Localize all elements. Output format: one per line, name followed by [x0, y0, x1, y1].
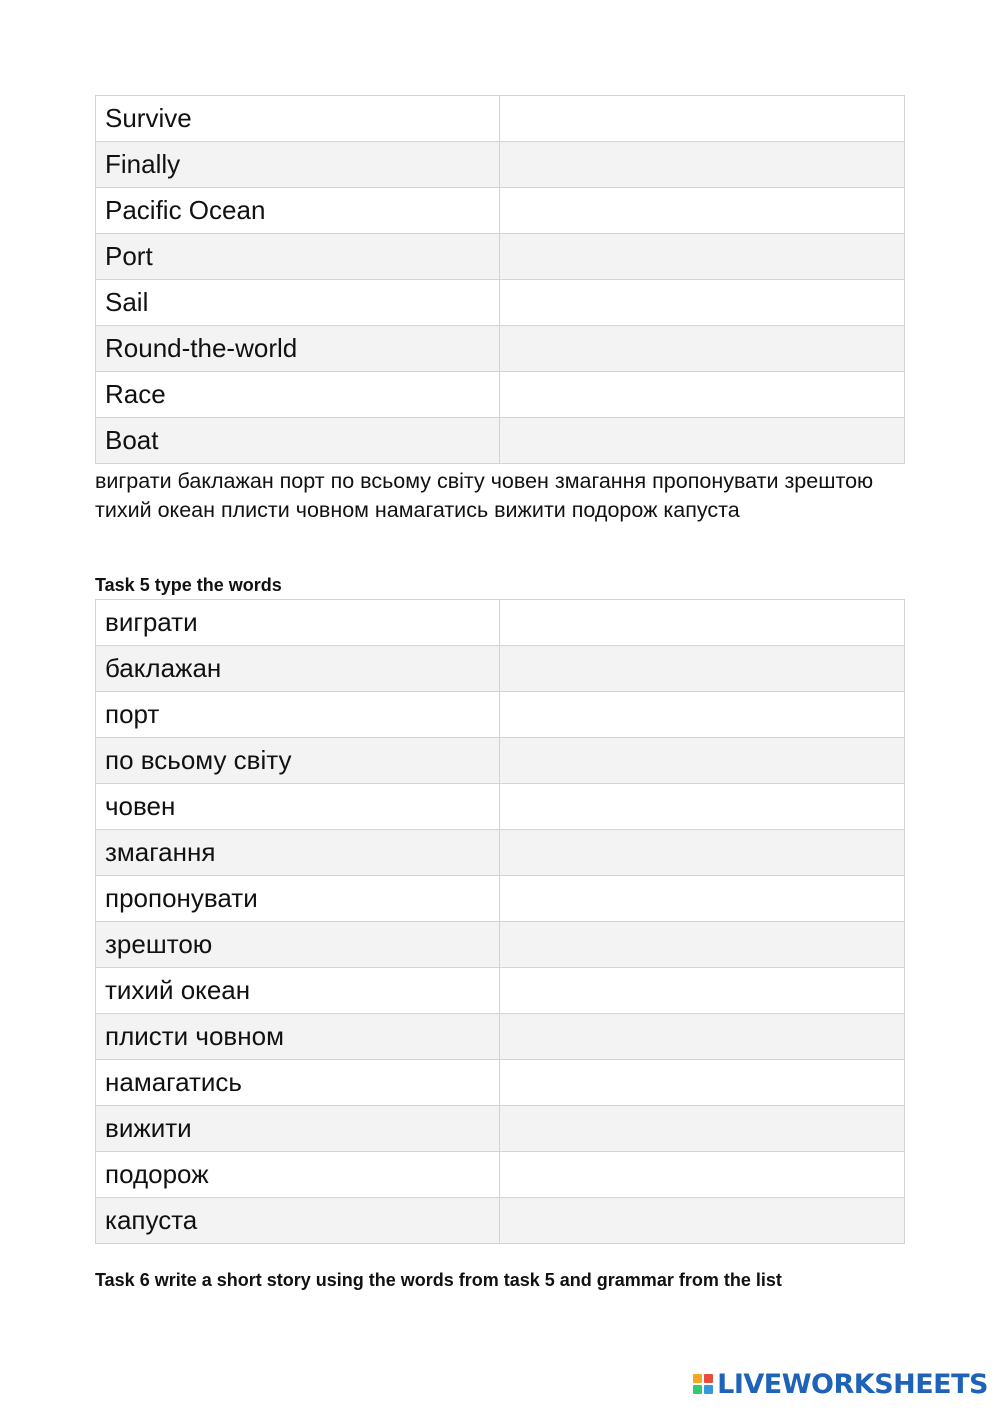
table-row — [96, 372, 905, 418]
answer-cell[interactable] — [500, 96, 905, 142]
word-cell: Survive — [96, 96, 500, 142]
answer-input[interactable] — [500, 188, 904, 233]
answer-cell[interactable] — [500, 692, 905, 738]
word-bank: виграти баклажан порт по всьому світу човен змагання пропонувати зрештою тихий океан плисти човном намагатись вижити подорож капуста — [95, 469, 874, 522]
word-cell: порт — [96, 692, 500, 738]
word-cell: капуста — [96, 1198, 500, 1244]
word-cell: Pacific Ocean — [96, 188, 500, 234]
word-cell: виграти — [96, 600, 500, 646]
answer-input[interactable] — [500, 1060, 904, 1105]
answer-cell[interactable] — [500, 646, 905, 692]
answer-cell[interactable] — [500, 968, 905, 1014]
answer-cell[interactable] — [500, 234, 905, 280]
answer-input[interactable] — [500, 142, 904, 187]
answer-input[interactable] — [500, 326, 904, 371]
word-cell: Finally — [96, 142, 500, 188]
table-row — [96, 280, 905, 326]
word-cell: по всьому світу — [96, 738, 500, 784]
word-cell: човен — [96, 784, 500, 830]
answer-input[interactable] — [500, 96, 904, 141]
answer-input[interactable] — [500, 922, 904, 967]
answer-input[interactable] — [500, 784, 904, 829]
word-cell: Sail — [96, 280, 500, 326]
table-row — [96, 326, 905, 372]
table-row — [96, 234, 905, 280]
answer-cell[interactable] — [500, 784, 905, 830]
table-row — [96, 142, 905, 188]
word-cell: тихий океан — [96, 968, 500, 1014]
answer-cell[interactable] — [500, 922, 905, 968]
table-row — [96, 1198, 905, 1244]
answer-cell[interactable] — [500, 1152, 905, 1198]
answer-input[interactable] — [500, 1014, 904, 1059]
table-row — [96, 1014, 905, 1060]
answer-cell[interactable] — [500, 1198, 905, 1244]
word-cell: Race — [96, 372, 500, 418]
answer-input[interactable] — [500, 692, 904, 737]
answer-input[interactable] — [500, 600, 904, 645]
answer-cell[interactable] — [500, 280, 905, 326]
answer-cell[interactable] — [500, 142, 905, 188]
table-row — [96, 96, 905, 142]
answer-cell[interactable] — [500, 830, 905, 876]
word-cell: пропонувати — [96, 876, 500, 922]
answer-input[interactable] — [500, 280, 904, 325]
vocab-table-1 — [95, 95, 905, 464]
word-cell: вижити — [96, 1106, 500, 1152]
answer-cell[interactable] — [500, 600, 905, 646]
answer-input[interactable] — [500, 646, 904, 691]
answer-cell[interactable] — [500, 1060, 905, 1106]
logo-block — [704, 1385, 713, 1394]
answer-input[interactable] — [500, 1152, 904, 1197]
answer-input[interactable] — [500, 1106, 904, 1151]
word-cell: змагання — [96, 830, 500, 876]
answer-input[interactable] — [500, 968, 904, 1013]
answer-input[interactable] — [500, 830, 904, 875]
answer-cell[interactable] — [500, 1014, 905, 1060]
task5-title: Task 5 type the words — [95, 575, 282, 595]
liveworksheets-logo[interactable] — [693, 1367, 988, 1401]
word-cell: Port — [96, 234, 500, 280]
logo-block — [704, 1374, 713, 1383]
answer-cell[interactable] — [500, 1106, 905, 1152]
answer-cell[interactable] — [500, 876, 905, 922]
answer-input[interactable] — [500, 1198, 904, 1243]
table-row — [96, 784, 905, 830]
word-cell: подорож — [96, 1152, 500, 1198]
logo-blocks-icon — [693, 1374, 713, 1394]
table-row — [96, 600, 905, 646]
table-row — [96, 1106, 905, 1152]
answer-cell[interactable] — [500, 372, 905, 418]
table-row — [96, 692, 905, 738]
answer-cell[interactable] — [500, 738, 905, 784]
answer-input[interactable] — [500, 372, 904, 417]
logo-block — [693, 1385, 702, 1394]
answer-input[interactable] — [500, 418, 904, 463]
answer-input[interactable] — [500, 234, 904, 279]
word-cell: баклажан — [96, 646, 500, 692]
answer-cell[interactable] — [500, 188, 905, 234]
table-row — [96, 188, 905, 234]
table-row — [96, 876, 905, 922]
word-cell: плисти човном — [96, 1014, 500, 1060]
vocab-table-2 — [95, 599, 905, 1244]
answer-input[interactable] — [500, 738, 904, 783]
table-row — [96, 968, 905, 1014]
table-row — [96, 1152, 905, 1198]
table-row — [96, 738, 905, 784]
word-cell: Boat — [96, 418, 500, 464]
table-row — [96, 830, 905, 876]
word-cell: намагатись — [96, 1060, 500, 1106]
table-row — [96, 418, 905, 464]
logo-block — [693, 1374, 702, 1383]
table-row — [96, 922, 905, 968]
answer-cell[interactable] — [500, 326, 905, 372]
table-row — [96, 646, 905, 692]
table-row — [96, 1060, 905, 1106]
task6-title: Task 6 write a short story using the words from task 5 and grammar from the list — [95, 1270, 782, 1290]
word-cell: Round-the-world — [96, 326, 500, 372]
answer-cell[interactable] — [500, 418, 905, 464]
logo-text: LIVEWORKSHEETS — [717, 1368, 988, 1400]
word-cell: зрештою — [96, 922, 500, 968]
answer-input[interactable] — [500, 876, 904, 921]
